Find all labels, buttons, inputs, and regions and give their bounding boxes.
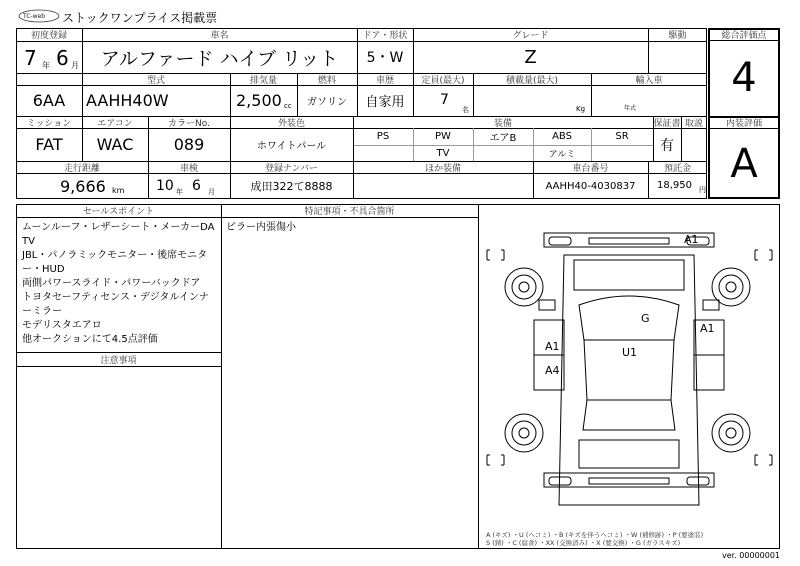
warranty-header: 保証書 xyxy=(653,118,681,129)
grade-header: グレード xyxy=(512,31,549,41)
manual-header: 取説 xyxy=(684,118,703,129)
deposit-header: 預託金 xyxy=(663,163,691,174)
other-equipment-header: ほか装備 xyxy=(424,163,461,174)
mission: FAT xyxy=(35,135,63,154)
model-prefix: 6AA xyxy=(32,91,66,110)
plate-header: 登録ナンバー xyxy=(265,163,318,174)
import-note: 年式 xyxy=(624,105,637,112)
deposit-unit: 円 xyxy=(699,186,706,194)
inspection-year: 10 xyxy=(156,178,174,194)
form-title: ストックワンプライス掲載票 xyxy=(62,11,218,25)
equipment-item: PS xyxy=(376,131,390,142)
car-name: アルファード ハイブ リット xyxy=(100,47,339,70)
wheel xyxy=(505,414,543,452)
reg-month: 6 xyxy=(56,46,69,70)
grade: Z xyxy=(524,46,537,68)
plate: 成田322て8888 xyxy=(250,180,333,193)
bracket xyxy=(501,250,504,260)
history: 自家用 xyxy=(365,95,405,110)
interior-score-header: 内装評価 xyxy=(725,118,762,129)
inspection-header: 車検 xyxy=(179,163,198,174)
special-notes-header: 特記事項・不具合箇所 xyxy=(304,207,395,217)
displacement-unit: cc xyxy=(284,102,292,110)
tc-web-logo xyxy=(18,7,60,27)
equipment-header: 装備 xyxy=(493,118,512,129)
equipment-item xyxy=(353,145,413,161)
damage-legend xyxy=(486,531,776,547)
inspection-year-unit: 年 xyxy=(176,188,183,196)
sales-points-list xyxy=(22,221,218,347)
warranty: 有 xyxy=(660,137,674,154)
bracket xyxy=(769,455,772,465)
color-no-header: カラーNo. xyxy=(168,118,210,129)
bracket xyxy=(755,455,758,465)
manual xyxy=(681,128,707,161)
history-header: 車歴 xyxy=(375,75,394,86)
list-item: トヨタセーフティセンス・デジタルインナーミラー xyxy=(22,292,209,317)
load-header: 積載量(最大) xyxy=(505,75,559,86)
model-header: 型式 xyxy=(146,75,165,86)
legend-line: A (キズ) ・U (ヘコミ) ・B (キズを伴うヘコミ) ・W (補修跡) ・P (要塗装) xyxy=(486,531,704,539)
tailgate xyxy=(579,440,679,468)
mileage-unit: km xyxy=(112,186,125,195)
car-name-header: 車名 xyxy=(210,31,229,41)
cautions-header: 注意事項 xyxy=(100,355,137,366)
exterior-color-header: 外装色 xyxy=(277,118,305,129)
equipment-item xyxy=(591,145,653,161)
overall-score: 4 xyxy=(731,55,757,101)
mileage: 9,666 xyxy=(60,177,106,196)
displacement: 2,500 xyxy=(236,91,282,110)
capacity-unit: 名 xyxy=(462,106,469,114)
model: AAHH40W xyxy=(86,91,169,110)
fuel-header: 燃料 xyxy=(317,75,336,86)
damage-mark: U1 xyxy=(622,346,638,359)
list-item: ムーンルーフ・レザーシート・メーカーDA TV xyxy=(22,222,215,247)
drive-header: 駆動 xyxy=(668,31,687,41)
bracket xyxy=(755,250,758,260)
exterior-color: ホワイトパール xyxy=(256,141,327,152)
rear-window xyxy=(583,400,675,430)
capacity-header: 定員(最大) xyxy=(421,75,465,86)
color-no: 089 xyxy=(173,135,205,154)
windshield xyxy=(579,296,679,340)
logo-mark xyxy=(18,7,60,23)
load-unit: Kg xyxy=(576,105,586,113)
bracket xyxy=(769,250,772,260)
list-item: 両側パワースライド・パワーバックドア xyxy=(22,278,201,289)
bracket xyxy=(501,455,504,465)
car-damage-diagram xyxy=(479,205,779,548)
overall-score-header: 総合評価点 xyxy=(721,30,767,41)
damage-mark: A1 xyxy=(545,340,560,353)
mission-header: ミッション xyxy=(26,118,72,129)
drive xyxy=(648,41,707,73)
door-shape-header: ドア・形状 xyxy=(362,31,408,41)
fuel: ガソリン xyxy=(307,97,347,108)
svg-text:TC-web: TC-web xyxy=(23,13,46,20)
deposit: 18,950 xyxy=(657,180,692,191)
capacity: 7 xyxy=(440,92,449,108)
displacement-header: 排気量 xyxy=(249,75,277,86)
mileage-header: 走行距離 xyxy=(63,163,100,174)
inspection-month-unit: 月 xyxy=(208,188,215,196)
reg-year-unit: 年 xyxy=(42,61,50,70)
list-item: 他オークションにて4.5点評価 xyxy=(22,334,158,345)
version-label: ver. 00000001 xyxy=(722,551,781,560)
door-shape: 5・W xyxy=(366,50,404,66)
list-item: ピラー内張傷小 xyxy=(226,222,296,233)
damage-mark: A4 xyxy=(545,364,560,377)
equipment-item: TV xyxy=(436,147,450,159)
aircon: WAC xyxy=(96,135,134,154)
sales-points-header: セールスポイント xyxy=(82,207,155,217)
damage-mark: A1 xyxy=(684,233,699,246)
import-header: 輸入車 xyxy=(635,75,663,86)
bracket xyxy=(487,250,490,260)
chassis-no: AAHH40-4030837 xyxy=(545,180,636,192)
bracket xyxy=(487,455,490,465)
chassis-no-header: 車台番号 xyxy=(572,163,609,174)
reg-month-unit: 月 xyxy=(71,61,79,70)
damage-mark: A1 xyxy=(700,322,715,335)
equipment-item: ABS xyxy=(552,131,572,142)
special-notes-list xyxy=(226,221,474,235)
legend-line: S (錆) ・C (腐食) ・XX (交換済み) ・X (要交換) ・G (ガラスキズ) xyxy=(486,539,681,547)
aircon-header: エアコン xyxy=(97,118,133,129)
wheel xyxy=(712,414,750,452)
equipment-item: エアB xyxy=(489,133,517,144)
equipment-item: PW xyxy=(435,131,451,142)
damage-mark: G xyxy=(641,312,650,325)
list-item: JBL・パノラミックモニター・後席モニター・HUD xyxy=(22,250,208,275)
list-item: モデリスタエアロ xyxy=(22,320,102,331)
interior-score: A xyxy=(730,140,758,187)
equipment-item: アルミ xyxy=(548,149,576,160)
hood xyxy=(574,260,684,290)
right-rear-door xyxy=(694,355,724,390)
inspection-month: 6 xyxy=(192,178,201,194)
first-reg-header: 初度登録 xyxy=(30,31,67,41)
wheel xyxy=(505,268,543,306)
reg-year: 7 xyxy=(24,46,37,70)
equipment-item xyxy=(473,145,533,161)
equipment-item: SR xyxy=(615,131,629,142)
